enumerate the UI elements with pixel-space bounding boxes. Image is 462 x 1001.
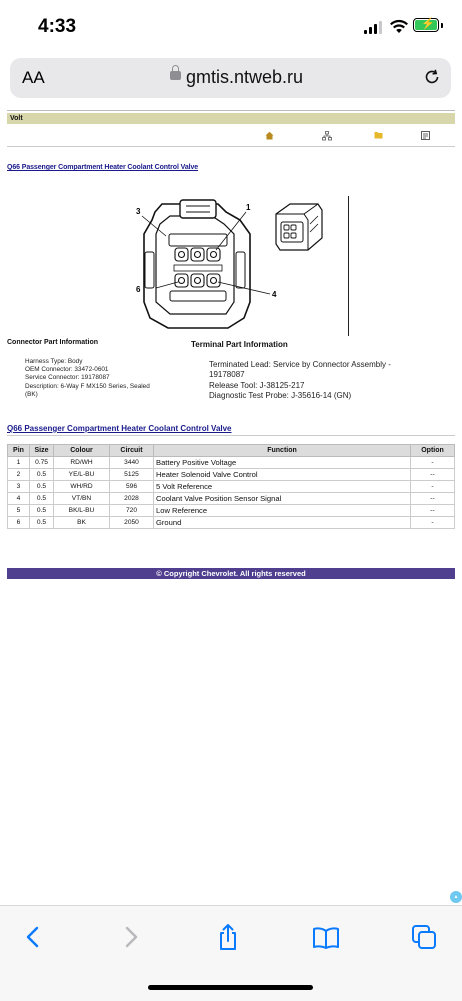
- diagnostic-probe: Diagnostic Test Probe: J-35616-14 (GN): [209, 390, 352, 400]
- cell-option: -: [411, 517, 455, 529]
- connector-description: Description: 6-Way F MX150 Series, Sealed: [25, 382, 150, 390]
- connector-info-block: [25, 358, 150, 399]
- connector-description-cont: (BK): [25, 390, 38, 398]
- cell-function: Coolant Valve Position Sensor Signal: [154, 493, 411, 505]
- col-header-size: Size: [30, 445, 54, 457]
- cell-function: 5 Volt Reference: [154, 481, 411, 493]
- cell-function: Low Reference: [154, 505, 411, 517]
- lock-icon: [170, 71, 181, 80]
- divider: [7, 146, 455, 147]
- wifi-icon: [389, 19, 409, 34]
- col-header-function: Function: [154, 445, 411, 457]
- table-row: [8, 457, 455, 469]
- vehicle-header-bar: Volt: [7, 113, 455, 124]
- cell-circuit: 3440: [110, 457, 154, 469]
- doc-title-link-top[interactable]: Q66 Passenger Compartment Heater Coolant Control Valve: [7, 164, 199, 171]
- status-time: 4:33: [38, 16, 77, 37]
- cell-circuit: 720: [110, 505, 154, 517]
- share-icon[interactable]: [214, 923, 242, 951]
- cell-pin: 2: [8, 469, 30, 481]
- table-row: [8, 517, 455, 529]
- battery-charging-icon: ⚡: [413, 18, 439, 32]
- cell-pin: 1: [8, 457, 30, 469]
- cell-pin: 4: [8, 493, 30, 505]
- cell-colour: BK/L-BU: [54, 505, 110, 517]
- terminal-info-block: [209, 360, 391, 401]
- cell-circuit: 2050: [110, 517, 154, 529]
- cell-colour: YE/L-BU: [54, 469, 110, 481]
- terminal-info-heading: Terminal Part Information: [191, 340, 288, 349]
- pin-label-3: 3: [136, 207, 141, 216]
- table-header-row: [8, 445, 455, 457]
- cell-option: -: [411, 457, 455, 469]
- cell-option: -: [411, 481, 455, 493]
- cell-function: Heater Solenoid Valve Control: [154, 469, 411, 481]
- divider: [348, 196, 349, 336]
- col-header-pin: Pin: [8, 445, 30, 457]
- terminated-lead: Terminated Lead: Service by Connector Assembly -: [209, 360, 391, 369]
- cell-colour: BK: [54, 517, 110, 529]
- url-domain[interactable]: gmtis.ntweb.ru: [186, 67, 304, 87]
- doc-title-link-table[interactable]: Q66 Passenger Compartment Heater Coolant Control Valve: [7, 424, 232, 433]
- divider: [7, 435, 455, 436]
- cell-size: 0.75: [30, 457, 54, 469]
- table-row: [8, 493, 455, 505]
- status-bar: [0, 0, 462, 52]
- pin-label-6: 6: [136, 285, 141, 294]
- cell-option: --: [411, 505, 455, 517]
- service-connector: Service Connector: 19178087: [25, 374, 110, 382]
- cell-colour: WH/RD: [54, 481, 110, 493]
- address-bar[interactable]: [10, 58, 451, 98]
- col-header-colour: Colour: [54, 445, 110, 457]
- table-row: [8, 469, 455, 481]
- cell-circuit: 2028: [110, 493, 154, 505]
- cell-colour: VT/BN: [54, 493, 110, 505]
- home-indicator: [148, 985, 313, 990]
- cell-pin: 5: [8, 505, 30, 517]
- table-row: [8, 481, 455, 493]
- connector-diagram: [100, 194, 355, 334]
- cell-size: 0.5: [30, 505, 54, 517]
- cell-size: 0.5: [30, 469, 54, 481]
- cell-function: Ground: [154, 517, 411, 529]
- cell-function: Battery Positive Voltage: [154, 457, 411, 469]
- cell-option: --: [411, 493, 455, 505]
- cell-size: 0.5: [30, 493, 54, 505]
- terminated-lead-cont: 19178087: [209, 370, 245, 380]
- cell-size: 0.5: [30, 517, 54, 529]
- home-icon[interactable]: [265, 131, 274, 142]
- reload-icon[interactable]: [423, 68, 441, 86]
- cell-colour: RD/WH: [54, 457, 110, 469]
- folder-icon[interactable]: [374, 131, 383, 141]
- cell-circuit: 5125: [110, 469, 154, 481]
- cell-circuit: 596: [110, 481, 154, 493]
- col-header-option: Option: [411, 445, 455, 457]
- cell-pin: 6: [8, 517, 30, 529]
- oem-connector: OEM Connector: 33472-0601: [25, 366, 109, 374]
- sitemap-icon[interactable]: [322, 131, 332, 143]
- copyright-bar: © Copyright Chevrolet. All rights reserved: [7, 568, 455, 579]
- pin-label-1: 1: [246, 203, 251, 212]
- cell-size: 0.5: [30, 481, 54, 493]
- harness-type: Harness Type: Body: [25, 358, 83, 365]
- forward-icon[interactable]: [117, 923, 145, 951]
- signal-icon: [364, 21, 384, 34]
- scroll-top-icon[interactable]: ▲: [450, 891, 462, 903]
- pin-label-4: 4: [272, 290, 277, 299]
- cell-option: --: [411, 469, 455, 481]
- pinout-table: [7, 444, 455, 529]
- tabs-icon[interactable]: [410, 923, 438, 951]
- cell-pin: 3: [8, 481, 30, 493]
- col-header-circuit: Circuit: [110, 445, 154, 457]
- connector-info-heading: Connector Part Information: [7, 339, 99, 346]
- bookmarks-icon[interactable]: [312, 923, 340, 951]
- back-icon[interactable]: [19, 923, 47, 951]
- release-tool: Release Tool: J-38125-217: [209, 380, 305, 390]
- table-row: [8, 505, 455, 517]
- text-size-button[interactable]: AA: [22, 68, 45, 87]
- print-icon[interactable]: [421, 131, 430, 142]
- divider: [7, 110, 455, 111]
